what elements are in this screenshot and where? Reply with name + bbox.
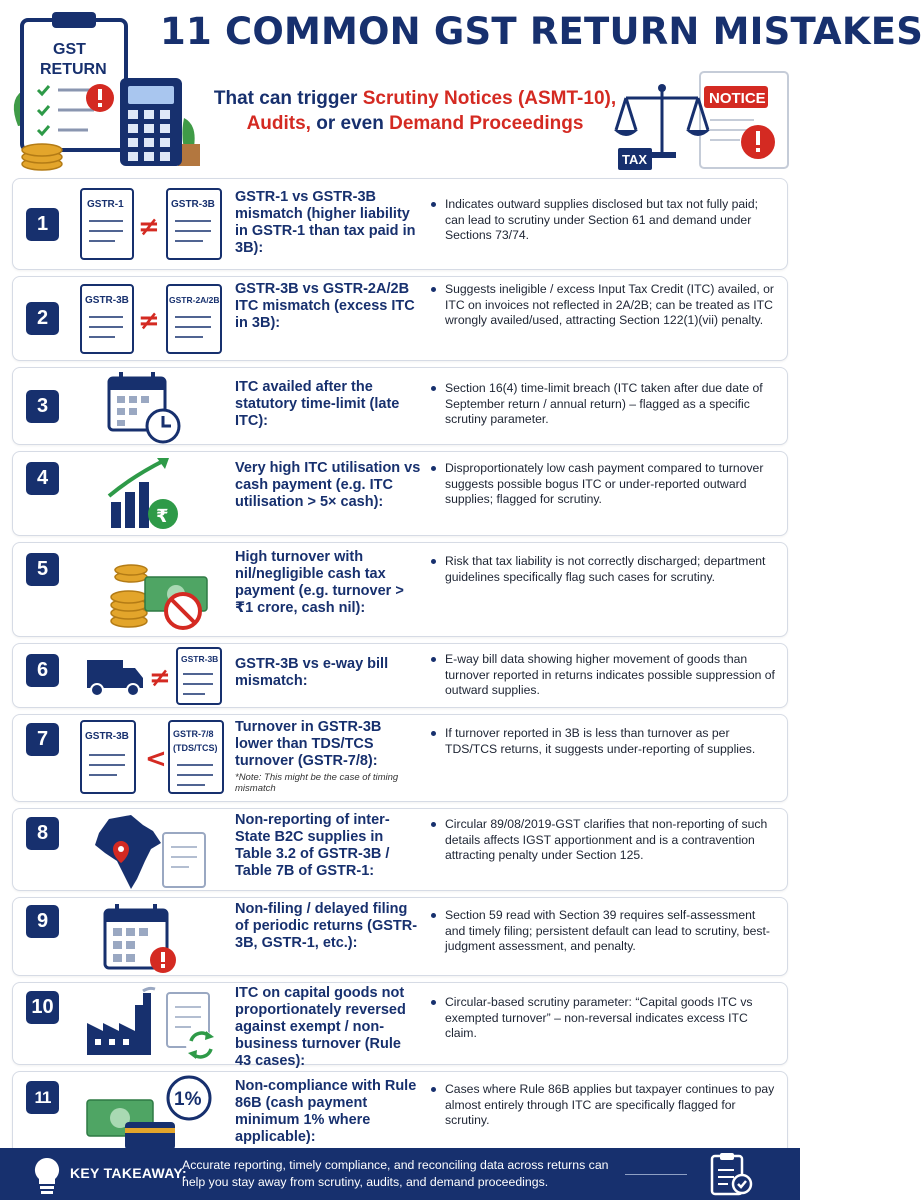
mistake-number: 4 bbox=[26, 462, 59, 495]
mistake-number: 1 bbox=[26, 208, 59, 241]
gstr3b-label: GSTR-3B bbox=[181, 654, 219, 664]
mistake-description: E-way bill data showing higher movement of goods than turnover reported in returns indicates possible suppression of outward supplies. bbox=[431, 652, 775, 699]
mistake-number: 8 bbox=[26, 817, 59, 850]
mistake-heading: Non-filing / delayed filing of periodic returns (GSTR-3B, GSTR-1, etc.): bbox=[235, 901, 418, 951]
gstr2a2b-label: GSTR-2A/2B bbox=[169, 295, 220, 305]
gstr3b-vs-gstr2a2b-icon bbox=[71, 277, 235, 362]
mistake-description: Indicates outward supplies disclosed but tax not fully paid; can lead to scrutiny under Section 61 and demand under Sections 73/74. bbox=[431, 197, 775, 244]
cash-card-percent-icon bbox=[71, 1072, 235, 1156]
mistake-heading: Non-compliance with Rule 86B (cash payment minimum 1% where applicable): bbox=[235, 1078, 417, 1145]
subtitle-highlight-3: Demand Proceedings bbox=[389, 113, 584, 134]
mistake-row bbox=[12, 367, 788, 445]
mistake-description: If turnover reported in 3B is less than turnover as per TDS/TCS returns, it suggests under-reporting of supplies. bbox=[431, 726, 775, 757]
mistake-row bbox=[12, 178, 788, 270]
checklist-clipboard-icon bbox=[704, 1152, 758, 1196]
tds-tcs-label: (TDS/TCS) bbox=[173, 743, 218, 753]
less-than-icon: < bbox=[145, 744, 167, 774]
mistake-number: 11 bbox=[26, 1081, 59, 1114]
mistake-row bbox=[12, 982, 788, 1069]
mistake-description: Cases where Rule 86B applies but taxpayer continues to pay almost entirely through ITC are specifically flagged for scrutiny. bbox=[431, 1082, 775, 1129]
doc-label-return: RETURN bbox=[40, 61, 107, 78]
mistake-heading: GSTR-3B vs e-way bill mismatch: bbox=[235, 656, 389, 689]
mistake-heading: Non-reporting of inter-State B2C supplies in Table 3.2 of GSTR-3B / Table 7B of GSTR-1: bbox=[235, 812, 390, 879]
mistake-heading: GSTR-1 vs GSTR-3B mismatch (higher liability in GSTR-1 than tax paid in 3B): bbox=[235, 189, 416, 256]
mistake-number: 10 bbox=[26, 991, 59, 1024]
key-takeaway-text: Accurate reporting, timely compliance, and reconciling data across returns can help you stay away from scrutiny, audits, and demand proceedings. bbox=[182, 1158, 609, 1189]
key-takeaway-label: KEY TAKEAWAY: bbox=[70, 1165, 187, 1181]
not-equal-icon: ≠ bbox=[138, 306, 160, 336]
mistake-number: 2 bbox=[26, 302, 59, 335]
header bbox=[0, 0, 923, 176]
mistake-description: Circular-based scrutiny parameter: “Capital goods ITC vs exempted turnover” – non-reversal indicates excess ITC claim. bbox=[431, 995, 775, 1042]
mistake-row bbox=[12, 808, 788, 891]
mistake-number: 9 bbox=[26, 905, 59, 938]
gstr78-label: GSTR-7/8 bbox=[173, 729, 214, 739]
gstr3b-label: GSTR-3B bbox=[85, 731, 129, 742]
mistake-row bbox=[12, 1071, 788, 1155]
india-map-document-icon bbox=[71, 809, 235, 892]
mistake-description: Section 59 read with Section 39 requires self-assessment and timely filing; persistent default can lead to scrutiny, best-judgment assessment, and penalty. bbox=[431, 908, 775, 955]
mistake-description: Circular 89/08/2019-GST clarifies that non-reporting of such details affects IGST apportionment and is a contravention attracting penalty under Section 125. bbox=[431, 817, 775, 864]
mistake-row bbox=[12, 897, 788, 976]
divider bbox=[625, 1174, 687, 1175]
lightbulb-icon bbox=[30, 1155, 64, 1195]
gstr3b-label: GSTR-3B bbox=[171, 199, 215, 210]
notice-label: NOTICE bbox=[709, 90, 766, 107]
gstr1-label: GSTR-1 bbox=[87, 199, 124, 210]
subtitle-text-2: or even bbox=[316, 113, 384, 134]
mistake-heading: High turnover with nil/negligible cash tax payment (e.g. turnover > ₹1 crore, cash nil): bbox=[235, 549, 404, 616]
mistake-description: Suggests ineligible / excess Input Tax Credit (ITC) availed, or ITC on invoices not reflected in 2A/2B; can be treated as ITC wrongly availed/used, attracting Section 122(1)(vii) penalty. bbox=[431, 282, 775, 329]
mistake-number: 7 bbox=[26, 723, 59, 756]
key-takeaway-footer bbox=[0, 1148, 800, 1200]
mistake-heading: Very high ITC utilisation vs cash payment (e.g. ITC utilisation > 5× cash): bbox=[235, 460, 421, 510]
gstr3b-label: GSTR-3B bbox=[85, 295, 129, 306]
growth-chart-rupee-icon bbox=[71, 452, 235, 537]
mistake-row bbox=[12, 451, 788, 536]
mistake-description: Risk that tax liability is not correctly discharged; department guidelines specifically flag such cases for scrutiny. bbox=[431, 554, 775, 585]
mistake-row bbox=[12, 542, 788, 637]
page-title: 11 COMMON GST RETURN MISTAKES bbox=[160, 10, 923, 53]
truck-vs-gstr3b-icon bbox=[71, 644, 235, 709]
mistake-row bbox=[12, 714, 788, 802]
tax-label: TAX bbox=[622, 152, 648, 167]
mistakes-list bbox=[12, 178, 788, 1161]
cash-coins-prohibited-icon bbox=[71, 543, 235, 638]
mistake-description: Section 16(4) time-limit breach (ITC taken after due date of September return / annual return) – flagged as a specific scrutiny parameter. bbox=[431, 381, 775, 428]
gstr3b-less-than-gstr78-icon bbox=[71, 715, 235, 803]
one-percent-icon: 1% bbox=[174, 1089, 202, 1110]
mistake-note: *Note: This might be the case of timing mismatch bbox=[235, 772, 399, 794]
mistake-number: 3 bbox=[26, 390, 59, 423]
notice-scale-tax-icon bbox=[612, 66, 796, 174]
mistake-heading-text: Turnover in GSTR-3B lower than TDS/TCS turnover (GSTR-7/8): bbox=[235, 719, 382, 769]
mistake-description: Disproportionately low cash payment compared to turnover suggests possible bogus ITC or under-reported outward supplies; flagged for scrutiny. bbox=[431, 461, 775, 508]
subtitle-text-1: That can trigger bbox=[213, 88, 358, 109]
factory-refresh-icon bbox=[71, 983, 235, 1066]
mistake-number: 5 bbox=[26, 553, 59, 586]
not-equal-icon: ≠ bbox=[149, 663, 171, 693]
mistake-heading bbox=[235, 719, 421, 794]
not-equal-icon: ≠ bbox=[138, 212, 160, 242]
page-subtitle bbox=[195, 86, 635, 136]
subtitle-highlight-2: Audits, bbox=[246, 113, 311, 134]
rupee-icon: ₹ bbox=[156, 506, 169, 527]
mistake-heading: ITC on capital goods not proportionately reversed against exempt / non-business turnover (Rule 43 cases): bbox=[235, 985, 406, 1069]
calendar-alert-icon bbox=[71, 898, 235, 977]
subtitle-highlight-1: Scrutiny Notices (ASMT-10), bbox=[362, 88, 617, 109]
calendar-clock-icon bbox=[71, 368, 235, 446]
mistake-row bbox=[12, 643, 788, 708]
gstr1-vs-gstr3b-icon bbox=[71, 179, 235, 271]
mistake-heading: GSTR-3B vs GSTR-2A/2B ITC mismatch (excess ITC in 3B): bbox=[235, 281, 415, 331]
mistake-number: 6 bbox=[26, 654, 59, 687]
mistake-heading: ITC availed after the statutory time-limit (late ITC): bbox=[235, 379, 400, 429]
mistake-row bbox=[12, 276, 788, 361]
doc-label-gst: GST bbox=[53, 41, 86, 58]
